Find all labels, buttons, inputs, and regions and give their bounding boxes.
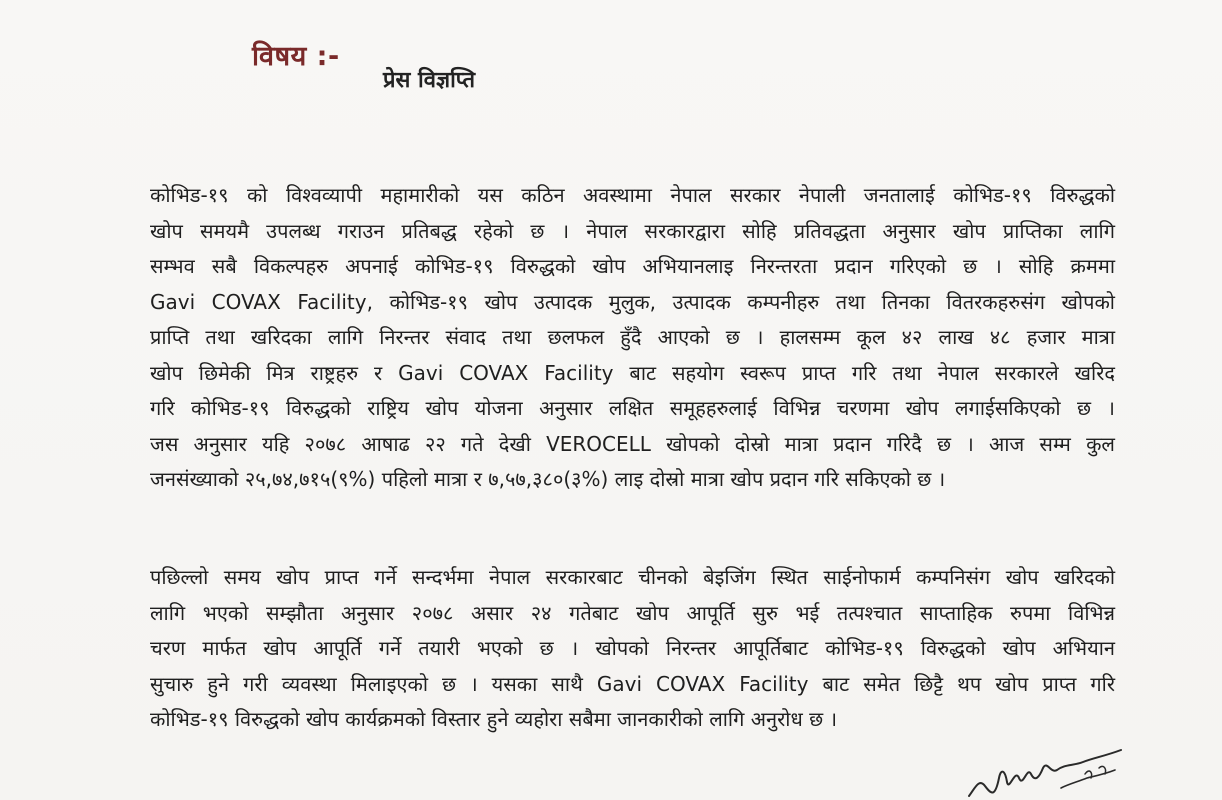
press-release-title: प्रेस विज्ञप्ति bbox=[383, 68, 476, 93]
text-line: चरण मार्फत खोप आपूर्ति गर्ने तयारी भएको छ । खोपको निरन्तर आपूर्तिबाट कोभिड-१९ विरुद्धको खोप अभियान bbox=[150, 636, 1115, 660]
text-line: Gavi COVAX Facility, कोभिड-१९ खोप उत्पादक मुलुक, उत्पादक कम्पनीहरु तथा तिनका वितरकहरुसंग खोपको bbox=[150, 289, 1115, 314]
text-line: कोभिड-१९ को विश्वव्यापी महामारीको यस कठिन अवस्थामा नेपाल सरकार नेपाली जनतालाई कोभिड-१९ विरुद्धको bbox=[150, 183, 1115, 207]
paragraph-vaccination-status bbox=[150, 178, 1115, 498]
text-line: खोप छिमेकी मित्र राष्ट्रहरु र Gavi COVAX Facility बाट सहयोग स्वरूप प्राप्त गरि तथा नेपाल सरकारले खरिद bbox=[150, 360, 1115, 385]
paragraph-vaccine-supply bbox=[150, 560, 1115, 738]
text-line: कोभिड-१९ विरुद्धको खोप कार्यक्रमको विस्तार हुने व्यहोरा सबैमा जानकारीको लागि अनुरोध छ । bbox=[150, 707, 838, 731]
signature-scribble bbox=[965, 748, 1125, 800]
text-line: गरि कोभिड-१९ विरुद्धको राष्ट्रिय खोप योजना अनुसार लक्षित समूहहरुलाई विभिन्न चरणमा खोप लगाईसकिएको छ । bbox=[150, 396, 1115, 420]
text-line: जस अनुसार यहि २०७८ आषाढ २२ गते देखी VEROCELL खोपको दोस्रो मात्रा प्रदान गरिदै छ । आज सम्म कुल bbox=[150, 431, 1115, 456]
text-line: पछिल्लो समय खोप प्राप्त गर्ने सन्दर्भमा नेपाल सरकारबाट चीनको बेइजिंग स्थित साईनोफार्म कम्पनिसंग खोप खरिदको bbox=[150, 565, 1115, 589]
text-line: लागि भएको सम्झौता अनुसार २०७८ असार २४ गतेबाट खोप आपूर्ति सुरु भई तत्पश्चात साप्ताहिक रुपमा विभिन्न bbox=[150, 600, 1115, 625]
text-line: जनसंख्याको २५,७४,७१५(९%) पहिलो मात्रा र ७,५७,३८०(३%) लाइ दोस्रो मात्रा खोप प्रदान गरि सकिएको छ । bbox=[150, 467, 946, 491]
subject-label: विषय :- bbox=[252, 41, 340, 72]
text-line: खोप समयमै उपलब्ध गराउन प्रतिबद्ध रहेको छ । नेपाल सरकारद्वारा सोहि प्रतिवद्धता अनुसार खोप प्राप्तिका लागि bbox=[150, 218, 1115, 243]
text-line: सुचारु हुने गरी व्यवस्था मिलाइएको छ । यसका साथै Gavi COVAX Facility बाट समेत छिट्टै थप खोप प्राप्त गरि bbox=[150, 671, 1115, 696]
text-line: प्राप्ति तथा खरिदका लागि निरन्तर संवाद तथा छलफल हुँदै आएको छ । हालसम्म कूल ४२ लाख ४८ हजार मात्रा bbox=[150, 325, 1115, 349]
text-line: सम्भव सबै विकल्पहरु अपनाई कोभिड-१९ विरुद्धको खोप अभियानलाइ निरन्तरता प्रदान गरिएको छ । सोहि क्रममा bbox=[150, 254, 1115, 278]
